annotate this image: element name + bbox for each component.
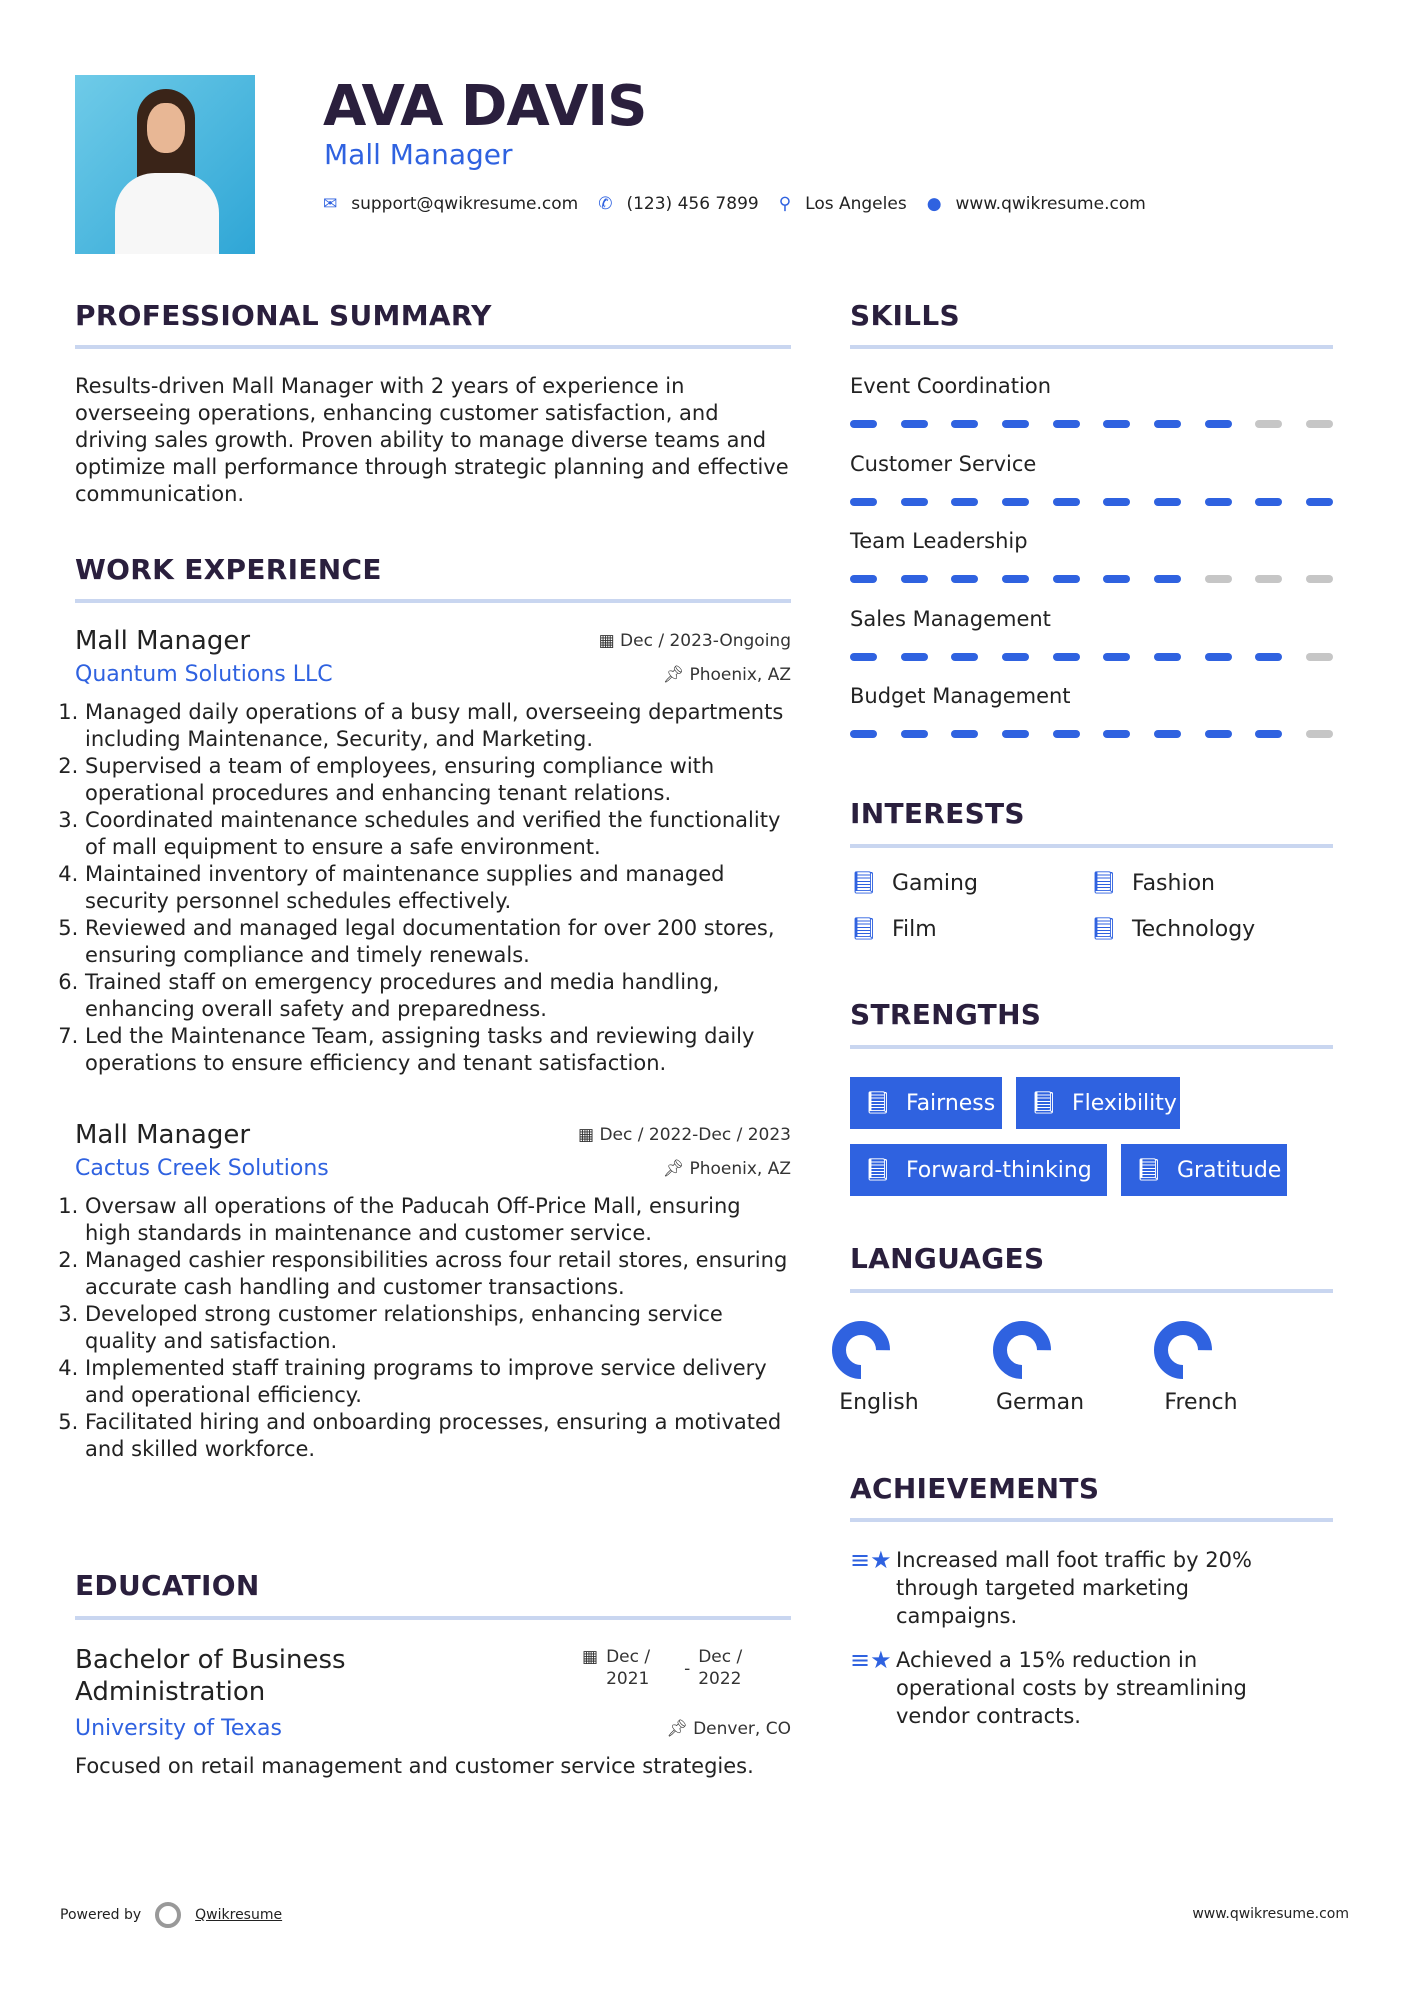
book-icon: 📘︎ <box>864 1157 892 1183</box>
skill-dot <box>901 575 928 583</box>
skill-dot <box>951 420 978 428</box>
skill-dot <box>901 420 928 428</box>
interest-item <box>850 917 937 942</box>
interest-label: Fashion <box>1131 871 1215 896</box>
summary-heading: PROFESSIONAL SUMMARY <box>75 299 492 332</box>
phone-icon: ✆ <box>598 194 613 214</box>
education-location-wrap <box>666 1719 791 1739</box>
divider <box>850 1289 1333 1293</box>
contact-bar <box>323 194 1166 214</box>
bullet: 7. Led the Maintenance Team, assigning tasks and reviewing daily operations to ensure efficiency and tenant satisfaction. <box>85 1023 791 1077</box>
bullet: 4. Implemented staff training programs to improve service delivery and operational efficiency. <box>85 1355 791 1409</box>
bullet: 5. Reviewed and managed legal documentation for over 200 stores, ensuring compliance and timely renewals. <box>85 915 791 969</box>
skill-dot <box>1103 730 1130 738</box>
skill-dot <box>1205 575 1232 583</box>
pin-icon: 📌︎ <box>666 1719 694 1739</box>
education-location: Denver, CO <box>693 1719 791 1739</box>
degree: Bachelor of Business Administration <box>75 1645 346 1707</box>
start-date: Dec / 2021 <box>606 1647 651 1689</box>
company-name: Quantum Solutions LLC <box>75 662 333 687</box>
skill-dot <box>1053 730 1080 738</box>
language-level-arc <box>1151 1318 1215 1382</box>
skill-dot <box>901 653 928 661</box>
skill-dot <box>1205 420 1232 428</box>
phone[interactable]: (123) 456 7899 <box>626 194 759 214</box>
interest-label: Technology <box>1131 917 1256 942</box>
achievements-heading: ACHIEVEMENTS <box>850 1472 1100 1505</box>
book-icon: 📘︎ <box>1090 871 1118 896</box>
skill-label: Customer Service <box>850 451 1037 476</box>
location: Los Angeles <box>805 194 907 214</box>
skill-dot <box>1205 498 1232 506</box>
skill-dot <box>850 420 877 428</box>
skill-dot <box>1053 498 1080 506</box>
strength-tag <box>850 1144 1107 1196</box>
skill-dot <box>951 653 978 661</box>
skills-heading: SKILLS <box>850 299 960 332</box>
interests-heading: INTERESTS <box>850 797 1025 830</box>
calendar-icon: ▦ <box>598 631 621 651</box>
achievement-text: Achieved a 15% reduction in operational costs by streamlining vendor contracts. <box>896 1648 1247 1728</box>
job-dates: Dec / 2023-Ongoing <box>620 631 791 651</box>
skill-item <box>850 684 1333 762</box>
job-2 <box>75 1120 791 1463</box>
bullet: 4. Maintained inventory of maintenance supplies and managed security personnel schedules effectively. <box>85 861 791 915</box>
work-heading: WORK EXPERIENCE <box>75 553 382 586</box>
star-icon: ≡★ <box>850 1546 892 1574</box>
skill-dot <box>1306 420 1333 428</box>
skill-dot <box>1053 420 1080 428</box>
job-bullets <box>67 1193 791 1463</box>
skill-label: Budget Management <box>850 684 1071 708</box>
book-icon: 📘︎ <box>850 871 878 896</box>
globe-icon: ● <box>926 194 942 214</box>
skill-dot <box>1306 730 1333 738</box>
skill-level <box>850 653 1333 661</box>
job-title: Mall Manager <box>75 1120 251 1150</box>
end-date: Dec / 2022 <box>698 1647 743 1689</box>
skill-level <box>850 420 1333 428</box>
email[interactable]: support@qwikresume.com <box>351 194 579 214</box>
skill-level <box>850 498 1333 506</box>
skill-item <box>850 452 1333 530</box>
divider <box>850 844 1333 848</box>
interest-label: Gaming <box>891 871 978 896</box>
skill-dot <box>1205 653 1232 661</box>
skill-label: Sales Management <box>850 606 1051 631</box>
language-label: French <box>1164 1390 1238 1415</box>
skill-item <box>850 529 1333 607</box>
skill-dot <box>1255 730 1282 738</box>
book-icon: 📘︎ <box>864 1090 892 1116</box>
bullet: 3. Coordinated maintenance schedules and verified the functionality of mall equipment to ensure a safe environment. <box>85 807 791 861</box>
divider <box>75 1616 791 1620</box>
strength-tag <box>1121 1144 1287 1196</box>
divider <box>75 599 791 603</box>
bullet: 2. Supervised a team of employees, ensuring compliance with operational procedures and enhancing tenant relations. <box>85 753 791 807</box>
skill-dot <box>1154 730 1181 738</box>
interest-item <box>1090 871 1215 896</box>
date-separator: - <box>684 1659 691 1679</box>
divider <box>850 1045 1333 1049</box>
language-item <box>815 1318 955 1415</box>
bullet: 1. Managed daily operations of a busy mall, overseeing departments including Maintenance, Security, and Marketing. <box>85 699 791 753</box>
skill-level <box>850 575 1333 583</box>
strength-label: Forward-thinking <box>905 1157 1092 1183</box>
skill-dot <box>1154 653 1181 661</box>
skill-dot <box>1053 653 1080 661</box>
bullet: 5. Facilitated hiring and onboarding processes, ensuring a motivated and skilled workforce. <box>85 1409 791 1463</box>
job-dates: Dec / 2022-Dec / 2023 <box>599 1125 791 1145</box>
divider <box>850 345 1333 349</box>
skill-dot <box>901 730 928 738</box>
summary-text: Results-driven Mall Manager with 2 years of experience in overseeing operations, enhancing customer satisfaction, and driving sales growth. Proven ability to manage diverse teams and optimize mall performance through strategic planning and effective communication. <box>75 374 789 506</box>
skill-dot <box>1255 498 1282 506</box>
skill-item <box>850 607 1333 685</box>
job-location: Phoenix, AZ <box>689 664 791 685</box>
strength-label: Fairness <box>905 1090 996 1116</box>
achievement-item <box>850 1646 1310 1730</box>
skill-dot <box>1154 420 1181 428</box>
achievement-item <box>850 1546 1310 1630</box>
interest-item <box>1090 917 1255 942</box>
bullet: 1. Oversaw all operations of the Paducah Off-Price Mall, ensuring high standards in maintenance and customer service. <box>85 1193 791 1247</box>
skill-dot <box>1103 575 1130 583</box>
education-heading: EDUCATION <box>75 1569 260 1602</box>
calendar-icon: ▦ <box>578 1125 600 1145</box>
skill-dot <box>1306 575 1333 583</box>
skills-list <box>850 374 1333 762</box>
candidate-name: AVA DAVIS <box>323 74 647 139</box>
book-icon: 📘︎ <box>1135 1157 1163 1183</box>
skill-dot <box>901 498 928 506</box>
skill-dot <box>850 730 877 738</box>
calendar-icon: ▦ <box>582 1647 599 1667</box>
skill-dot <box>951 575 978 583</box>
skill-dot <box>1154 498 1181 506</box>
bullet: 2. Managed cashier responsibilities across four retail stores, ensuring accurate cash handling and customer transactions. <box>85 1247 791 1301</box>
strength-label: Gratitude <box>1176 1157 1282 1183</box>
skill-dot <box>1255 420 1282 428</box>
skill-level <box>850 730 1333 738</box>
pin-icon: 📌︎ <box>662 664 690 685</box>
skill-dot <box>951 498 978 506</box>
bullet: 3. Developed strong customer relationships, enhancing service quality and satisfaction. <box>85 1301 791 1355</box>
strength-tag <box>850 1077 1002 1129</box>
skill-dot <box>1103 653 1130 661</box>
bullet: 6. Trained staff on emergency procedures and media handling, enhancing overall safety and preparedness. <box>85 969 791 1023</box>
job-location: Phoenix, AZ <box>689 1158 791 1179</box>
divider <box>75 345 791 349</box>
skill-dot <box>1002 575 1029 583</box>
skill-dot <box>1002 730 1029 738</box>
skill-dot <box>1103 420 1130 428</box>
interest-item <box>850 871 978 896</box>
language-level-arc <box>829 1318 893 1382</box>
language-item <box>976 1318 1116 1415</box>
skill-item <box>850 374 1333 452</box>
interest-label: Film <box>891 917 937 942</box>
footer-url[interactable]: www.qwikresume.com <box>1192 1906 1349 1922</box>
job-title: Mall Manager <box>75 626 251 656</box>
book-icon: 📘︎ <box>1090 917 1118 942</box>
skill-dot <box>1255 575 1282 583</box>
star-icon: ≡★ <box>850 1646 892 1674</box>
brand-link[interactable]: Qwikresume <box>195 1907 283 1923</box>
skill-label: Team Leadership <box>850 529 1028 553</box>
skill-dot <box>1053 575 1080 583</box>
education-dates <box>582 1646 758 1690</box>
powered-by: Powered by <box>60 1907 142 1923</box>
language-label: German <box>995 1390 1085 1415</box>
skill-dot <box>1306 653 1333 661</box>
skill-dot <box>850 498 877 506</box>
company-name: Cactus Creek Solutions <box>75 1156 329 1181</box>
location-pin-icon: ⚲ <box>778 194 792 214</box>
strength-tag <box>1016 1077 1180 1129</box>
languages-heading: LANGUAGES <box>850 1242 1045 1275</box>
book-icon: 📘︎ <box>1030 1090 1058 1116</box>
skill-label: Event Coordination <box>850 374 1052 398</box>
footer-left <box>60 1902 282 1928</box>
profile-photo <box>75 75 255 254</box>
skill-dot <box>850 653 877 661</box>
education-text: Focused on retail management and customer service strategies. <box>75 1754 754 1778</box>
skill-dot <box>1002 498 1029 506</box>
divider <box>850 1518 1333 1522</box>
job-bullets <box>67 699 791 1077</box>
skill-dot <box>1103 498 1130 506</box>
pin-icon: 📌︎ <box>662 1158 690 1179</box>
language-label: English <box>839 1390 919 1415</box>
skill-dot <box>951 730 978 738</box>
language-level-arc <box>990 1318 1054 1382</box>
envelope-icon: ✉ <box>323 194 338 214</box>
website[interactable]: www.qwikresume.com <box>955 194 1146 214</box>
skill-dot <box>1002 653 1029 661</box>
qwikresume-logo-icon <box>155 1902 181 1928</box>
strength-label: Flexibility <box>1071 1090 1177 1116</box>
skill-dot <box>850 575 877 583</box>
skill-dot <box>1002 420 1029 428</box>
language-item <box>1137 1318 1277 1415</box>
book-icon: 📘︎ <box>850 917 878 942</box>
job-1 <box>75 626 791 1077</box>
skill-dot <box>1154 575 1181 583</box>
school-name: University of Texas <box>75 1716 282 1741</box>
skill-dot <box>1205 730 1232 738</box>
candidate-title: Mall Manager <box>324 138 513 171</box>
achievement-text: Increased mall foot traffic by 20% through targeted marketing campaigns. <box>896 1548 1252 1628</box>
skill-dot <box>1306 498 1333 506</box>
skill-dot <box>1255 653 1282 661</box>
strengths-heading: STRENGTHS <box>850 998 1042 1031</box>
